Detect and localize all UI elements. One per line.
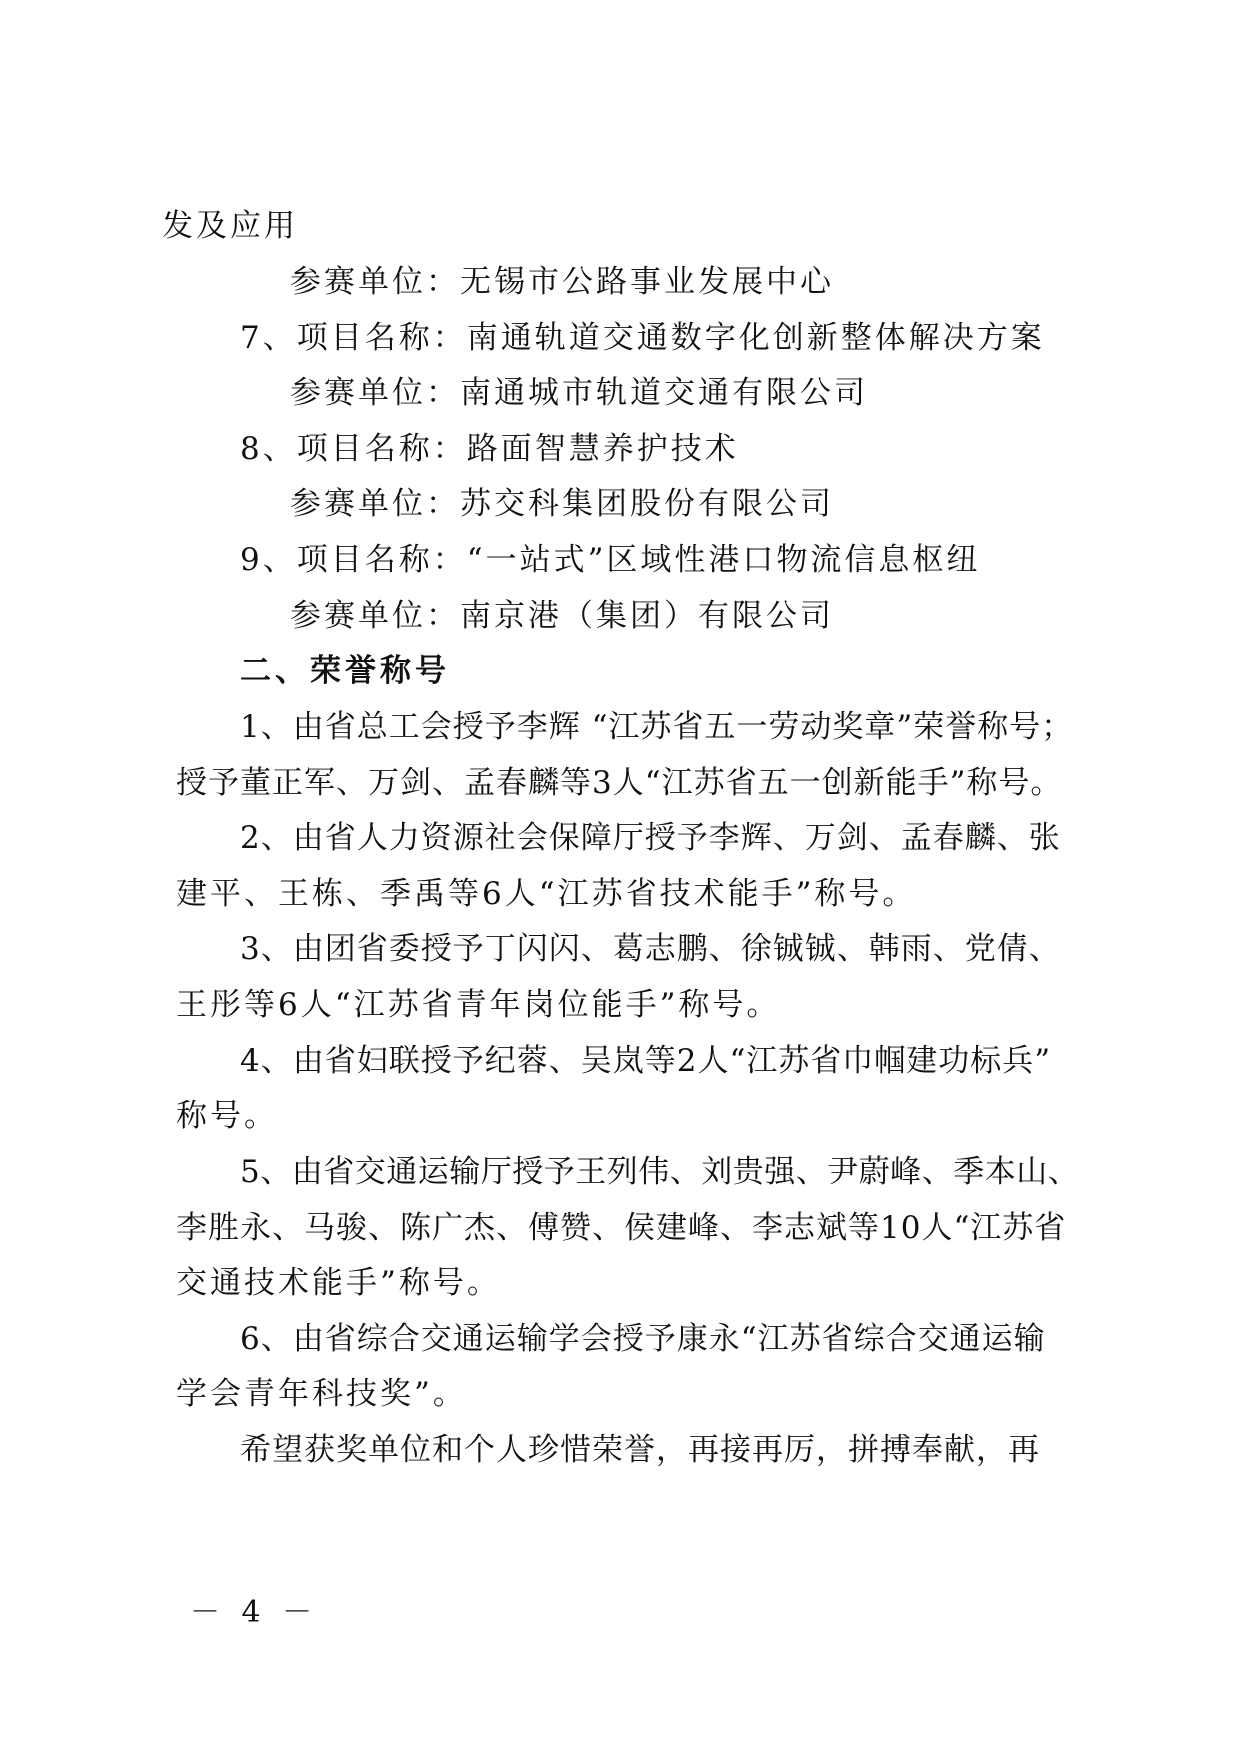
text-line: 李胜永、马骏、陈广杰、傅赞、侯建峰、李志斌等10人“江苏省 [176,1210,1067,1246]
text-line: 1、由省总工会授予李辉 “江苏省五一劳动奖章”荣誉称号； [240,709,1074,745]
text-line: 发及应用 [162,208,298,244]
text-line: 5、由省交通运输厅授予王列伟、刘贵强、尹蔚峰、季本山、 [240,1154,1080,1190]
text-line: 学会青年科技奖”。 [176,1376,467,1412]
text-line: 王彤等6人“江苏省青年岗位能手”称号。 [176,987,781,1023]
page-number: － 4 － [190,1595,319,1630]
text-line: 参赛单位：苏交科集团股份有限公司 [290,486,834,522]
text-line: 交通技术能手”称号。 [176,1265,501,1301]
text-line: 4、由省妇联授予纪蓉、吴岚等2人“江苏省巾帼建功标兵” [240,1043,1052,1079]
text-line: 建平、王栋、季禹等6人“江苏省技术能手”称号。 [176,876,917,912]
text-line: 6、由省综合交通运输学会授予康永“江苏省综合交通运输 [240,1321,1046,1357]
text-line: 9、项目名称：“一站式”区域性港口物流信息枢纽 [240,542,981,578]
text-line: 8、项目名称：路面智慧养护技术 [240,431,739,467]
text-line: 希望获奖单位和个人珍惜荣誉，再接再厉，拼搏奉献，再 [240,1432,1040,1468]
text-line: 3、由团省委授予丁闪闪、葛志鹏、徐铖铖、韩雨、党倩、 [240,931,1061,967]
text-line: 称号。 [176,1098,278,1134]
text-line: 2、由省人力资源社会保障厅授予李辉、万剑、孟春麟、张 [240,820,1061,856]
section-heading: 二、荣誉称号 [240,653,450,689]
text-line: 7、项目名称：南通轨道交通数字化创新整体解决方案 [240,320,1045,356]
text-line: 参赛单位：南京港（集团）有限公司 [290,598,834,634]
text-line: 参赛单位：无锡市公路事业发展中心 [290,264,834,300]
text-line: 授予董正军、万剑、孟春麟等3人“江苏省五一创新能手”称号。 [176,765,1063,801]
text-line: 参赛单位：南通城市轨道交通有限公司 [290,375,868,411]
